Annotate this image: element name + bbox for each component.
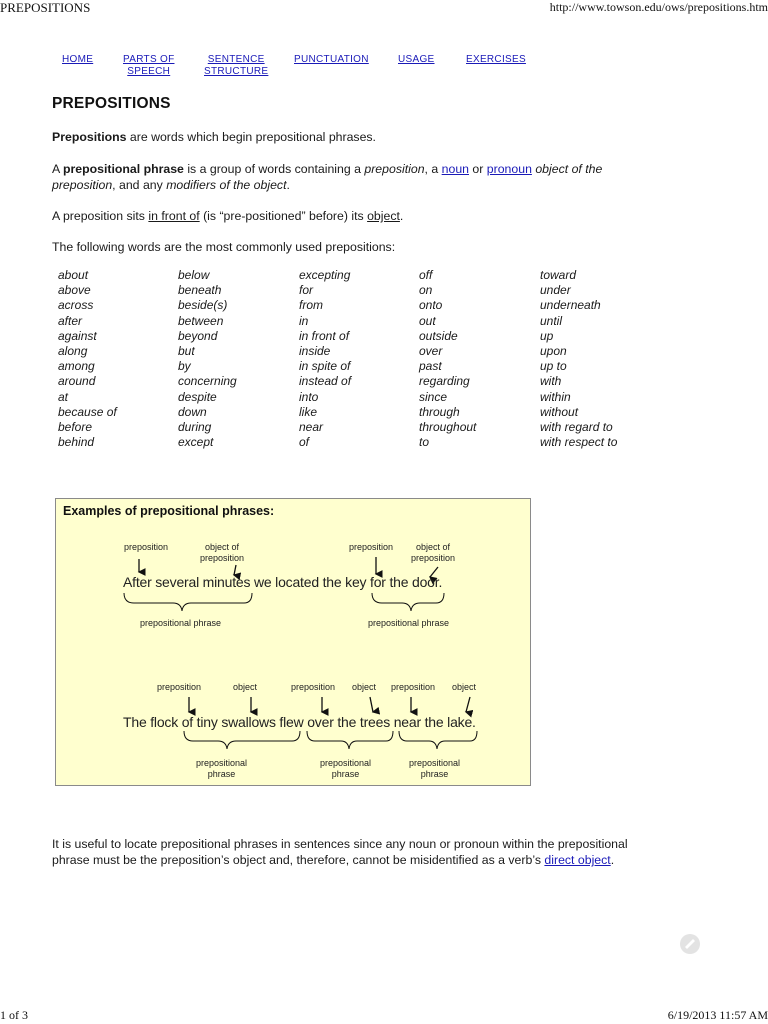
def-italic-modifiers: modifiers of the object (166, 178, 287, 192)
example-sentence-1: After several minutes we located the key for the door. (123, 574, 443, 590)
brace-s2-phrase-3 (399, 731, 477, 749)
label-phrase-line1: prepositional (409, 758, 461, 768)
preposition-column-3 (299, 268, 417, 450)
nav-link-usage-label: USAGE (398, 54, 435, 65)
nav-link-home-label: HOME (62, 54, 94, 65)
print-footer-timestamp: 6/19/2013 11:57 AM (667, 1008, 768, 1022)
list-item: in spite of (299, 359, 351, 374)
list-item: because of (58, 404, 117, 419)
list-item: before (58, 420, 93, 435)
link-direct-object[interactable]: direct object (544, 853, 611, 867)
def-text-5: , and any (112, 178, 167, 192)
list-item: since (419, 389, 448, 404)
nav-link-usage[interactable] (398, 54, 435, 66)
list-item: by (178, 359, 191, 374)
label-prepositional-phrase: prepositional phrase (140, 618, 222, 628)
nav-link-sentence-structure[interactable] (204, 54, 268, 78)
list-item: over (419, 344, 443, 359)
list-item: within (540, 389, 571, 404)
list-item: like (299, 404, 318, 419)
examples-diagram (55, 498, 531, 786)
list-item: until (540, 313, 563, 328)
list-item: beyond (178, 328, 218, 343)
list-item: but (178, 344, 195, 359)
closing-line-2: phrase must be the preposition’s object and, therefore, cannot be misidentified as a verb’s (52, 853, 545, 867)
list-item: up to (540, 359, 567, 374)
closing-line-1: It is useful to locate prepositional phrases in sentences since any noun or pronoun within the prepositional (52, 837, 628, 851)
list-item: between (178, 313, 224, 328)
label-preposition: preposition (157, 682, 202, 692)
label-phrase-line1: prepositional (196, 758, 248, 768)
list-item: beside(s) (178, 298, 228, 313)
label-prepositional-phrase (320, 758, 371, 780)
nav-link-punctuation-label: PUNCTUATION (294, 54, 369, 65)
def-italic-preposition: preposition (364, 162, 425, 176)
list-item: beneath (178, 283, 222, 298)
list-item: except (178, 435, 214, 450)
list-item: past (419, 359, 442, 374)
closing-period: . (610, 853, 615, 867)
link-noun[interactable]: noun (441, 162, 469, 176)
preposition-column-2 (178, 268, 296, 450)
term-prepositional-phrase: prepositional phrase (62, 162, 184, 176)
list-item: below (178, 268, 210, 282)
label-object: object (452, 682, 477, 692)
brace-s2-phrase-1 (184, 731, 300, 749)
list-item: inside (299, 344, 331, 359)
list-item: for (299, 283, 314, 298)
list-item: through (419, 404, 460, 419)
def-text-2: , a (424, 162, 442, 176)
examples-title: Examples of prepositional phrases: (63, 504, 275, 518)
brace-s1-phrase-1 (124, 593, 252, 611)
def-italic-preposition-2: preposition (52, 178, 113, 192)
label-object-of-line1: object of (205, 542, 240, 552)
list-item: of (299, 435, 310, 450)
list-intro-paragraph: The following words are the most commonly used prepositions: (52, 240, 396, 254)
preposition-column-5 (540, 268, 658, 450)
list-item: on (419, 283, 433, 298)
nav-link-sentence-line1: SENTENCE (207, 54, 265, 65)
list-item: about (58, 268, 89, 282)
list-item: during (178, 420, 212, 435)
brace-s1-phrase-2 (372, 593, 444, 611)
list-item: in (299, 313, 309, 328)
list-item: with regard to (540, 420, 613, 435)
nav-link-home[interactable] (62, 54, 93, 66)
label-phrase-line1: prepositional (320, 758, 372, 768)
nav-link-parts-of-speech[interactable] (123, 54, 174, 78)
nav-link-parts-line1: PARTS OF (123, 54, 175, 65)
list-item: from (299, 298, 323, 313)
intro-paragraph (52, 129, 702, 145)
nav-link-sentence-line2: STRUCTURE (204, 66, 269, 77)
def-text-a: A (52, 162, 63, 176)
list-item: without (540, 404, 579, 419)
label-phrase-line2: phrase (331, 769, 360, 779)
nav-link-punctuation[interactable] (294, 54, 369, 66)
print-footer-page-counter: 1 of 3 (0, 1008, 28, 1022)
pos-underline-object: object (367, 209, 400, 223)
pos-text-2: (is “pre-positioned” before) its (199, 209, 368, 223)
label-object: object (233, 682, 258, 692)
list-item: against (58, 328, 97, 343)
def-text-6: . (286, 178, 290, 192)
def-text-1: is a group of words containing a (183, 162, 365, 176)
print-header-url: http://www.towson.edu/ows/prepositions.htm (549, 0, 768, 14)
list-item: toward (540, 268, 577, 282)
list-item: in front of (299, 328, 350, 343)
list-item: outside (419, 328, 458, 343)
pos-underline-in-front-of: in front of (148, 209, 200, 223)
definition-paragraph (52, 161, 702, 193)
top-navigation (0, 54, 768, 82)
label-prepositional-phrase (196, 758, 247, 780)
label-prepositional-phrase: prepositional phrase (368, 618, 450, 628)
list-item: into (299, 389, 319, 404)
list-item: along (58, 344, 88, 359)
list-item: at (58, 389, 69, 404)
label-phrase-line2: phrase (207, 769, 236, 779)
list-item: upon (540, 344, 567, 359)
print-header-title: PREPOSITIONS (0, 0, 91, 15)
pos-text-3: . (399, 209, 404, 223)
closing-paragraph (52, 836, 702, 868)
list-item: to (419, 435, 430, 450)
intro-paragraph-text: are words which begin prepositional phrases. (126, 130, 376, 144)
label-object-of-line2: preposition (411, 553, 456, 563)
label-preposition: preposition (124, 542, 169, 552)
list-item: near (299, 420, 324, 435)
list-item: throughout (419, 420, 477, 435)
list-item: around (58, 374, 96, 389)
list-item: with respect to (540, 435, 618, 450)
list-item: concerning (178, 374, 237, 389)
list-item: across (58, 298, 94, 313)
list-item: underneath (540, 298, 601, 313)
arrow-s2-object-3 (466, 697, 470, 712)
arrow-s2-object-2 (370, 697, 373, 712)
list-item: out (419, 313, 436, 328)
example-sentence-2: The flock of tiny swallows flew over the trees near the lake. (123, 714, 476, 730)
label-preposition: preposition (291, 682, 336, 692)
nav-link-exercises[interactable] (466, 54, 526, 66)
list-item: above (58, 283, 91, 298)
def-italic-object-of-the: object of the (535, 162, 603, 176)
label-object-of-line1: object of (416, 542, 451, 552)
preposition-column-1 (58, 268, 176, 450)
list-item: among (58, 359, 95, 374)
page-title: PREPOSITIONS (52, 95, 171, 112)
page-curl-icon (678, 932, 702, 956)
label-object-of-preposition (411, 542, 455, 564)
pos-text-1: A preposition sits (52, 209, 149, 223)
brace-s2-phrase-2 (307, 731, 393, 749)
list-item: after (58, 313, 83, 328)
nav-link-parts-line2: SPEECH (127, 66, 171, 77)
list-item: behind (58, 435, 95, 450)
label-object-of-preposition (200, 542, 244, 564)
list-item: excepting (299, 268, 351, 282)
list-item: onto (419, 298, 443, 313)
term-prepositions: Prepositions (52, 130, 127, 144)
position-paragraph (52, 208, 702, 224)
list-item: up (540, 328, 554, 343)
preposition-column-4 (419, 268, 537, 450)
list-item: with (540, 374, 562, 389)
label-object: object (352, 682, 377, 692)
def-text-3: or (469, 162, 487, 176)
nav-link-exercises-label: EXERCISES (466, 54, 526, 65)
list-item: regarding (419, 374, 470, 389)
label-phrase-line2: phrase (420, 769, 449, 779)
list-item: down (178, 404, 207, 419)
label-object-of-line2: preposition (200, 553, 245, 563)
list-item: under (540, 283, 571, 298)
label-preposition: preposition (349, 542, 394, 552)
label-prepositional-phrase (409, 758, 460, 780)
label-preposition: preposition (391, 682, 436, 692)
list-item: off (419, 268, 433, 282)
list-item: despite (178, 389, 217, 404)
list-item: instead of (299, 374, 352, 389)
link-pronoun[interactable]: pronoun (486, 162, 532, 176)
